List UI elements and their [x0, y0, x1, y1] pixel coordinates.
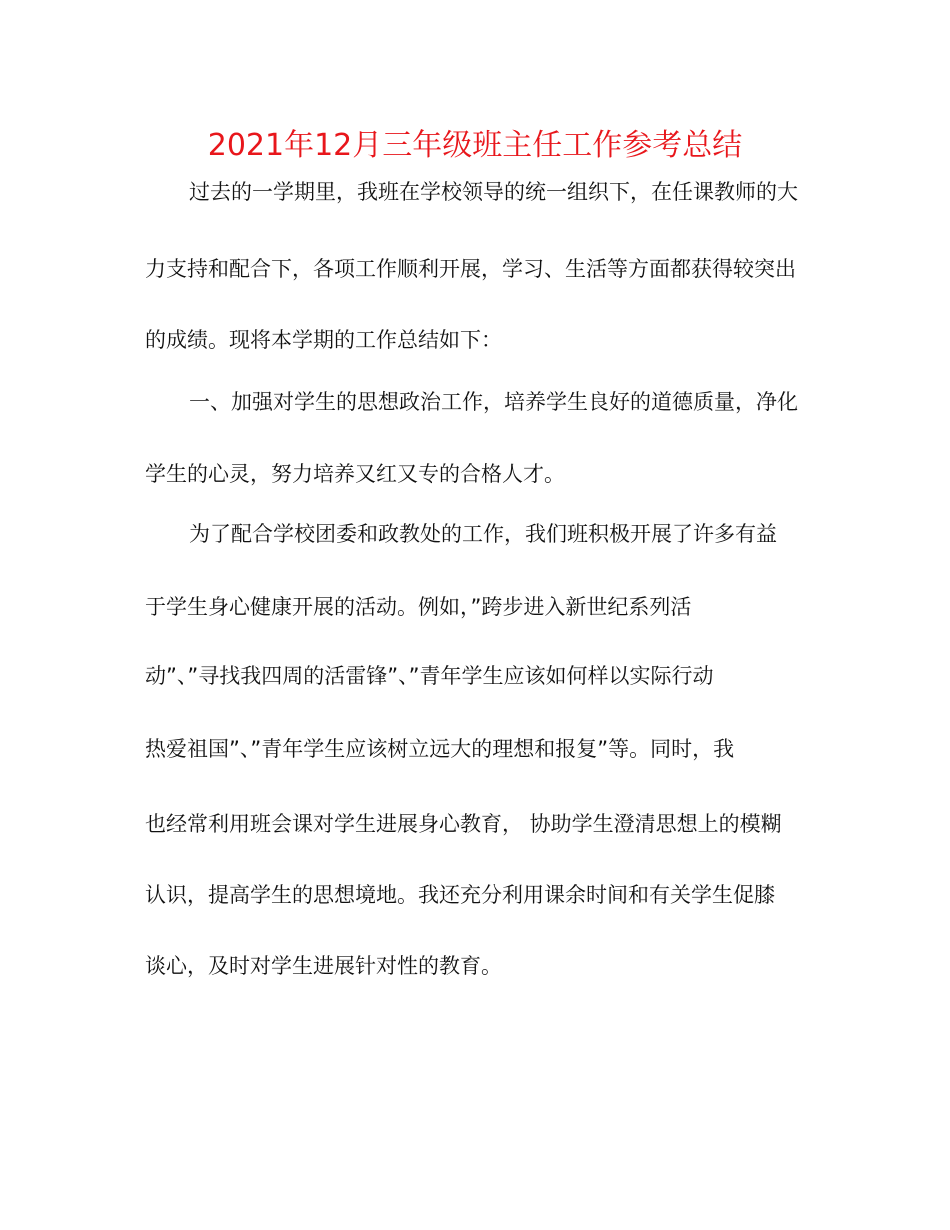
paragraph-line: 的成绩。现将本学期的工作总结如下： [145, 328, 502, 352]
paragraph-line: 认识，提高学生的思想境地。我还充分利用课余时间和有关学生促膝 [145, 883, 775, 907]
paragraph-line: 热爱祖国”、”青年学生应该树立远大的理想和报复”等。同时，我 [145, 737, 735, 761]
paragraph-line: 于学生身心健康开展的活动。例如，”跨步进入新世纪系列活 [145, 595, 692, 619]
paragraph-line: 学生的心灵，努力培养又红又专的合格人才。 [145, 462, 565, 486]
paragraph-line: 力支持和配合下，各项工作顺利开展，学习、生活等方面都获得较突出 [145, 257, 796, 281]
paragraph-line: 谈心，及时对学生进展针对性的教育。 [145, 954, 502, 978]
paragraph-line: 为了配合学校团委和政教处的工作，我们班积极开展了许多有益 [189, 522, 777, 546]
document-title: 2021年12月三年级班主任工作参考总结 [207, 128, 743, 163]
paragraph-line: 动”、”寻找我四周的活雷锋”、”青年学生应该如何样以实际行动 [145, 664, 714, 688]
paragraph-line: 一、加强对学生的思想政治工作，培养学生良好的道德质量，净化 [189, 390, 798, 414]
paragraph-line: 也经常利用班会课对学生进展身心教育， 协助学生澄清思想上的模糊 [145, 812, 782, 836]
paragraph-line: 过去的一学期里，我班在学校领导的统一组织下，在任课教师的大 [189, 180, 798, 204]
